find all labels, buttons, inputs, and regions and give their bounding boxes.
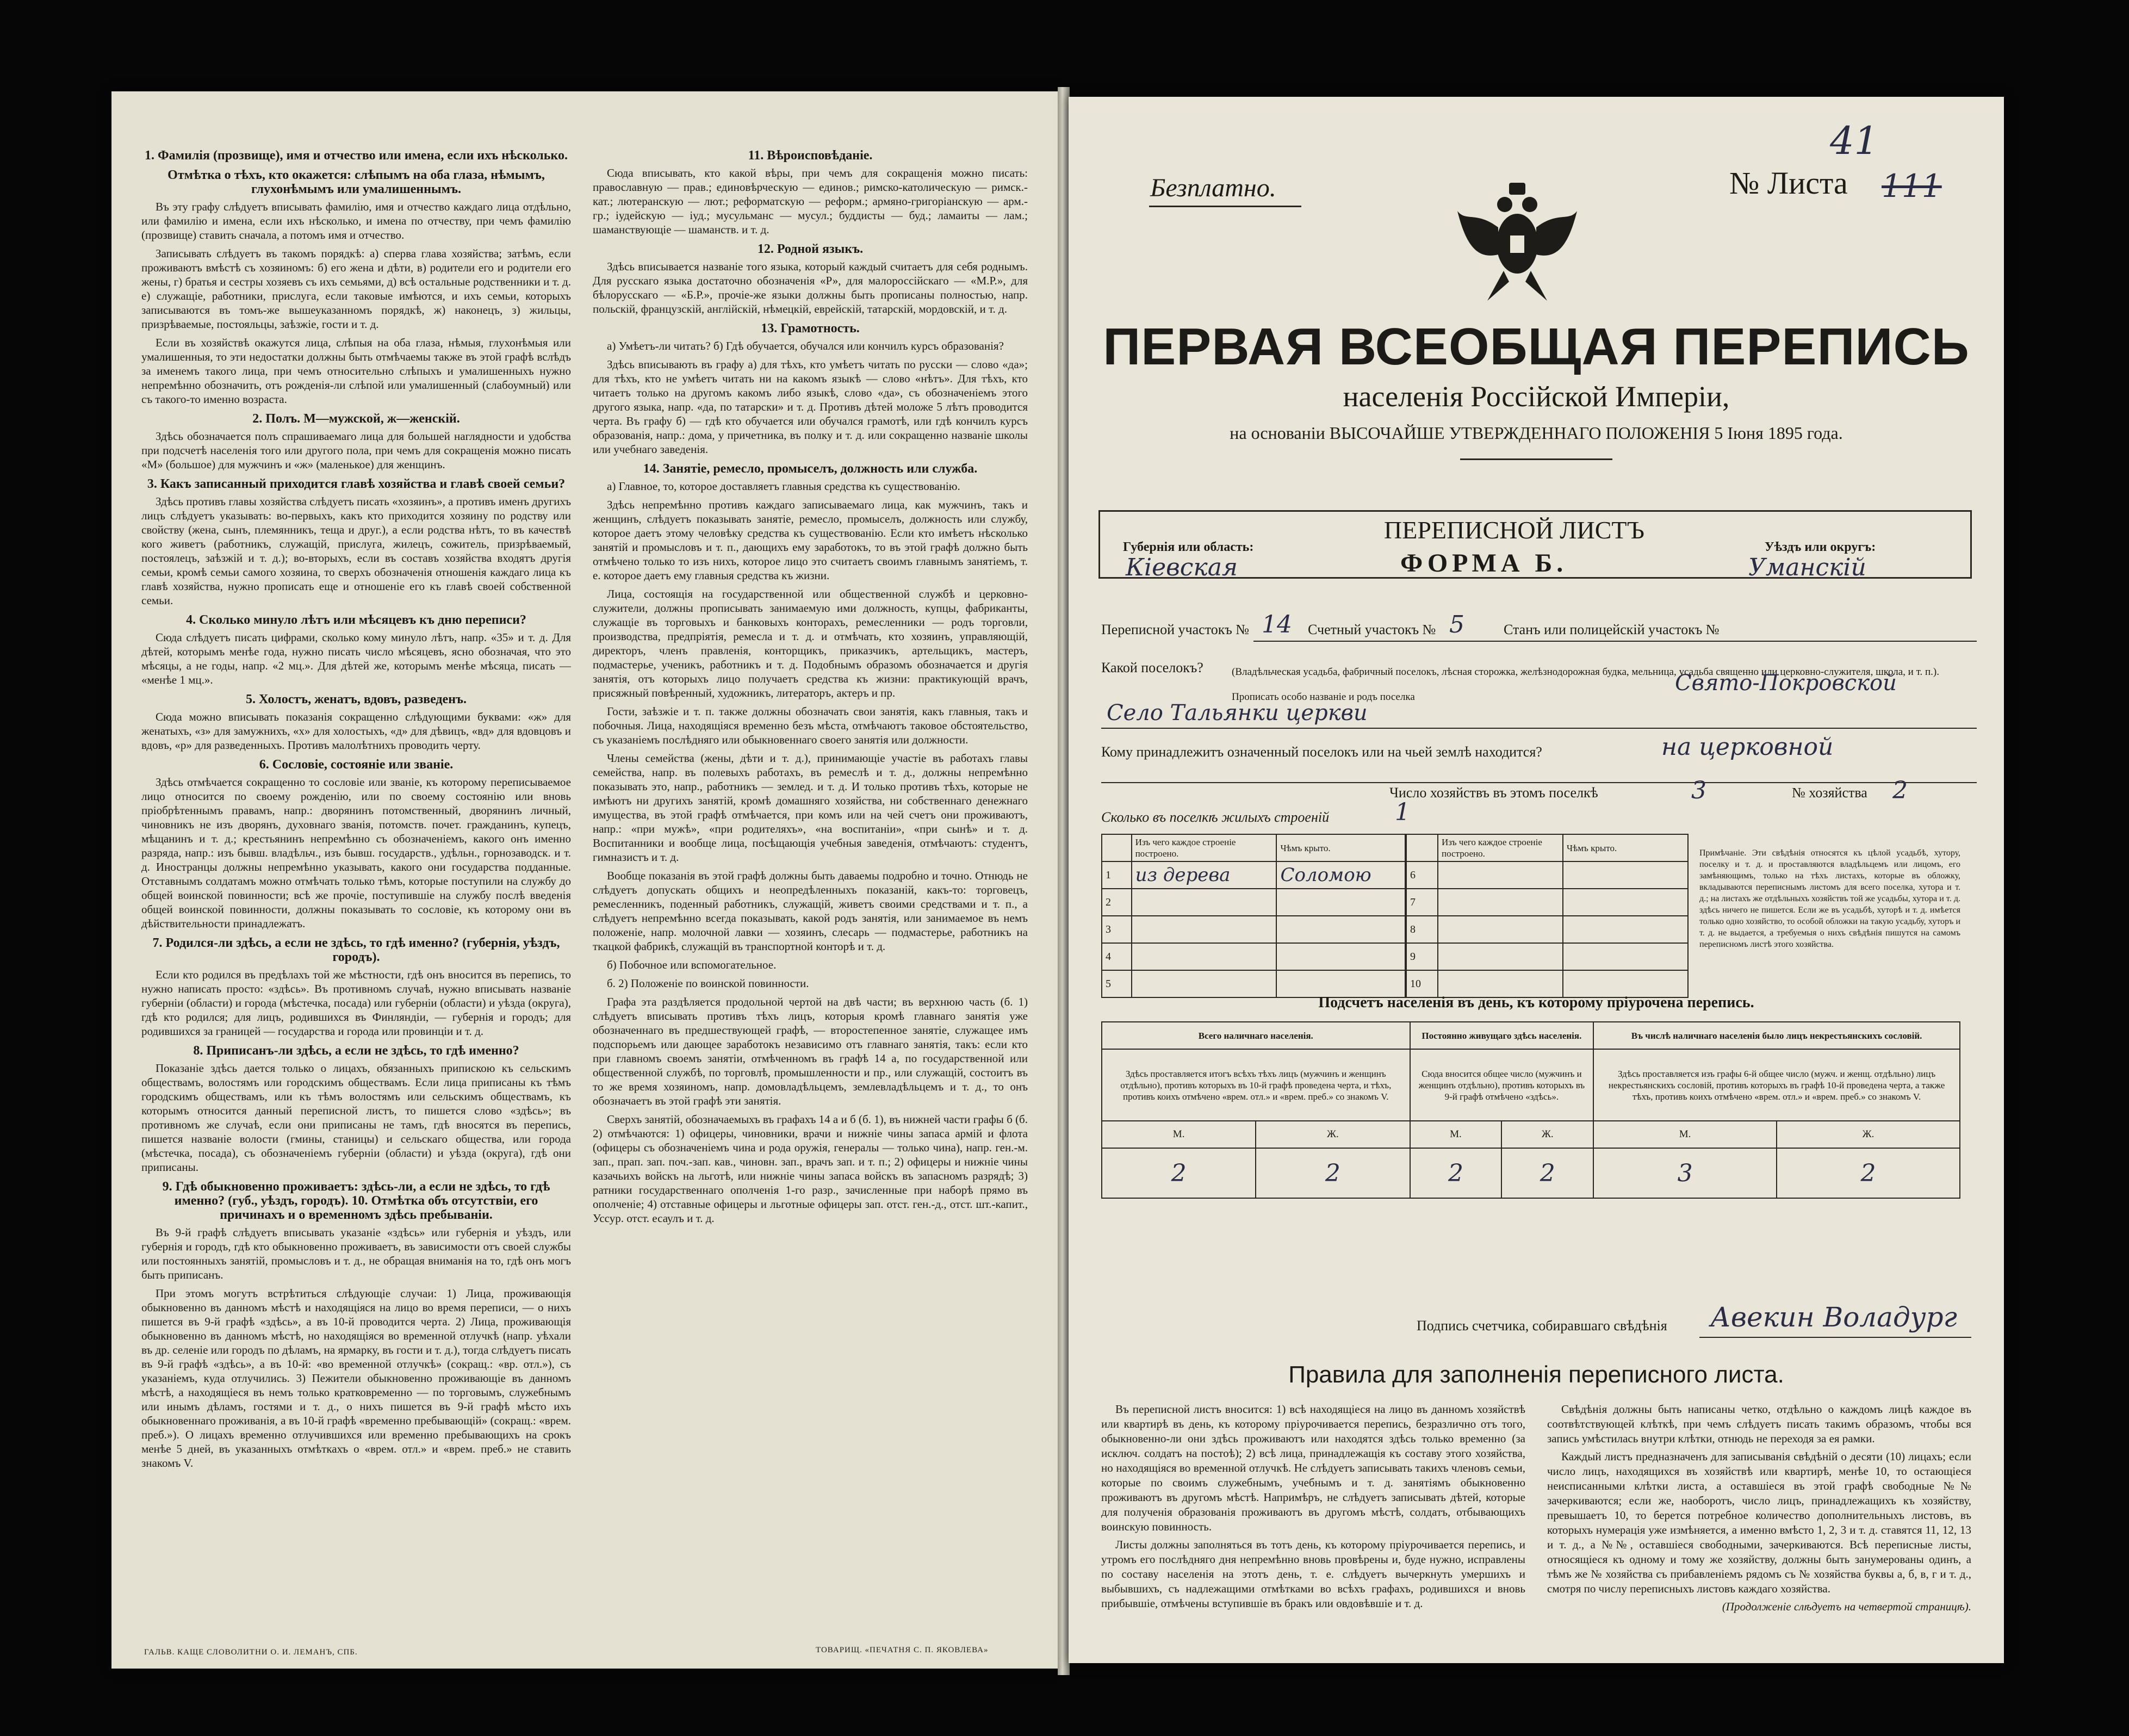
building-number: 4 (1102, 943, 1132, 970)
right-page (1069, 97, 2004, 1663)
double-eagle-emblem (1455, 178, 1580, 309)
form-title: ПЕРЕПИСНОЙ ЛИСТЪ (1384, 516, 1644, 544)
population-col-header: Всего наличнаго населенія. (1102, 1022, 1410, 1049)
page-fold (1058, 87, 1070, 1675)
settlement-underline (1101, 728, 1977, 729)
district-underline (1253, 641, 1977, 642)
building-material (1132, 916, 1277, 943)
signature-label: Подпись счетчика, собиравшаго свѣдѣнія (1417, 1318, 1667, 1334)
instruction-paragraph: Сюда вписывать, кто какой вѣры, при чемъ для сокращенія можно писать: православную — прав.; единовѣрческую — единов.; римско-католическую — римск.-кат.; лютеранскую — лют.; реформатскую — реформ.; армяно-григоріанскую — арм.-гр.; іудейскую — іуд.; мусульманс — мусул.; буддисты — буд.; ламаиты — лам.; шаманствующіе — шаманств. и т. д. (593, 166, 1028, 236)
title-divider (1460, 458, 1612, 460)
instruction-paragraph: Здѣсь непремѣнно противъ каждаго записываемаго лица, как мужчинъ, такъ и женщинъ, слѣдуетъ показывать занятіе, ремесло, промыселъ, должность или службу, которое даетъ этому человѣку средства къ существованію. Если кто имѣетъ нѣсколько занятій и промысловъ и т. п., дающихъ ему заработокъ, то въ этой графѣ должно быть отмѣчено только то изъ нихъ, которое лицо это считаетъ своимъ главнымъ занятіемъ, т. е. которое даетъ ему главныя средства къ жизни. (593, 498, 1028, 582)
male-label: М. (1102, 1121, 1256, 1148)
building-roof: Соломою (1276, 861, 1405, 889)
instruction-heading: 7. Родился-ли здѣсь, а если не здѣсь, то гдѣ именно? (губернія, уѣздъ, городъ). (152, 936, 560, 964)
owner-value: на церковной (1661, 733, 1834, 761)
buildings-label: Сколько въ поселкѣ жилыхъ строеній (1101, 809, 1330, 825)
building-number: 1 (1102, 861, 1132, 889)
buildings-header-cell: Чѣмъ крыто. (1276, 834, 1405, 861)
instructions-column-2 (593, 143, 1028, 1611)
building-roof (1276, 916, 1405, 943)
settlement-note: (Владѣльческая усадьба, фабричный поселокъ, лѣсная сторожка, желѣзнодорожная будка, мельница, усадьба священно или церковно-служителя, школа, и т. п.). Прописать особо названіе и родъ поселка (1232, 666, 1939, 703)
instruction-paragraph: Сюда слѣдуетъ писать цифрами, сколько кому минуло лѣтъ, напр. «35» и т. д. Для дѣтей, которымъ менѣе года, нужно писать число мѣсяцевъ, ясно обозначая, что это мѣсяцы, а не годы, напр. «2 мц.». Для дѣтей же, которымъ менѣе мѣсяца, писать — «менѣе 1 мц.». (141, 631, 571, 686)
owner-label: Кому принадлежитъ означенный поселокъ или на чьей землѣ находится? (1101, 744, 1542, 760)
households-value: 3 (1691, 777, 1706, 804)
rules-paragraph: Листы должны заполняться въ тотъ день, къ которому пріурочивается перепись, и утромъ его послѣдняго дня непремѣнно вновь провѣрены и, буде нужно, исправлены по составу населенія на этотъ день, т. е. слѣдуетъ вычеркнуть умершихъ и выбывшихъ, съ надлежащими отмѣтками во всѣхъ графахъ, родившихся и вновь прибывшіе, отмѣчены вступившіе въ бракъ или овдовѣвшіе и т. д. (1101, 1538, 1525, 1610)
instruction-paragraph: Если кто родился въ предѣлахъ той же мѣстности, гдѣ онъ вносится въ перепись, то нужно написать просто: «здѣсь». Въ противномъ случаѣ, нужно вписывать названіе губерніи (области) и города (мѣстечка, посада) или губерніи (области) и уѣзда (округа), гдѣ кто родился; для лицъ, родившихся въ Финляндіи, — губернія и городъ; для родившихся за границей — государства и города или провинціи и т. д. (141, 968, 571, 1038)
signature-value: Авекин Воладург (1710, 1301, 1957, 1333)
households-label: Число хозяйствъ въ этомъ поселкѣ (1389, 785, 1598, 801)
building-number: 2 (1102, 889, 1132, 916)
population-col-description: Здѣсь проставляется изъ графы 6-й общее число (мужч. и женщ. отдѣльно) лицъ некрестьянскихъ сословій, противъ которыхъ въ графѣ 10-й проведена черта, а также тѣхъ, противъ коихъ отмѣчено «врем. отл.» и «врем. преб.» со знакомъ V. (1593, 1049, 1960, 1121)
instruction-heading: 2. Полъ. М—мужской, ж—женскій. (252, 412, 460, 426)
instruction-paragraph: При этомъ могутъ встрѣтиться слѣдующіе случаи: 1) Лица, проживающія обыкновенно въ данномъ мѣстѣ и находящіяся на лицо во время переписи, — о нихъ пишется въ 9-й графѣ «здѣсь», а въ 10-й проводится черта. 2) Лица, проживающія обыкновенно въ данномъ мѣстѣ, но находящіяся во временной отлучкѣ (напр. уѣхали въ др. селеніе или городъ по дѣламъ, на ярмарку, въ гости и т. д.), тогда слѣдуетъ писать въ 9-й графѣ «здѣсь», а въ 10-й: «во временной отлучкѣ» (сокращ.: «вр. отл.»), съ указаніемъ, куда отлучились. 3) Пежители обыкновенно проживающіе въ данномъ мѣстѣ, а находящіеся въ немъ только кратковременно — по торговымъ, служебнымъ или инымъ дѣламъ, гостями и т. д., о нихъ пишется въ 9-й графѣ мѣсто ихъ обыкновеннаго проживанія, а въ 10-й графѣ «временно пребывающій» (сокращ.: «врем. преб.»). О лицахъ временно отлучившихся или временно пребывающихъ на срокъ менѣе 5 дней, въ указанныхъ отмѣткахъ о «врем. отл.» и «врем. преб.» не ставить знакомъ V. (141, 1287, 571, 1470)
buildings-header-cell (1102, 834, 1132, 861)
population-col-description: Здѣсь проставляется итогъ всѣхъ тѣхъ лицъ (мужчинъ и женщинъ отдѣльно), противъ которыхъ въ 10-й графѣ проведена черта, и тѣхъ, противъ коихъ отмѣчено «врем. отл.» и «врем. преб.» со знакомъ V. (1102, 1049, 1410, 1121)
instructions-column-1 (141, 143, 571, 1611)
building-cell (1438, 889, 1563, 916)
instruction-paragraph: Лица, состоящія на государственной или общественной службѣ и церковно-служители, должны прописывать занимаемую ими должность, купцы, фабриканты, служащіе въ торговыхъ и банковыхъ конторахъ, ремесленники — родъ торговли, производства, предпріятія, ремесла и т. д. и отмѣчать, кто хозяинъ, управляющій, директоръ, членъ правленія, конторщикъ, приказчикъ, артельщикъ, мастеръ, подмастерье, ученикъ, работникъ и т. д. Подобнымъ образомъ обозначается и другія занятія, отъ которыхъ лицо получаетъ средства къ жизни: практикующій врачъ, присяжный повѣренный, художникъ, литераторъ, актеръ и пр. (593, 587, 1028, 699)
building-cell (1438, 861, 1563, 889)
instruction-heading: 12. Родной языкъ. (757, 242, 864, 256)
building-cell (1438, 916, 1563, 943)
instruction-paragraph: Члены семейства (жены, дѣти и т. д.), принимающіе участіе въ работахъ главы семейства, напр. въ полевыхъ работахъ, въ ремеслѣ и т. д., должны непремѣнно показывать это, напр., работникъ — землед. и т. д. И только противъ тѣхъ, которые не имѣютъ ни другихъ занятій, кромѣ домашняго хозяйства, ни собственнаго денежнаго имущества, въ этой графѣ отмѣчается, при комъ или на чей счетъ они проживаютъ, напр.: «при мужѣ», «при родителяхъ», «на воспитаніи», «при сынѣ» и т. д. Воспитанники и вообще лица, посѣщающія учебныя заведенія, отмѣчаютъ: студентъ, гимназистъ и т. д. (593, 752, 1028, 864)
building-roof (1276, 889, 1405, 916)
building-number: 10 (1406, 970, 1438, 997)
uezd-label: Уѣздъ или округъ: (1765, 540, 1876, 554)
form-subtitle: ФОРМА Б. (1400, 549, 1568, 578)
population-col-description: Сюда вносится общее число (мужчинъ и женщинъ отдѣльно), противъ которыхъ въ 9-й графѣ отмѣчено «здѣсь». (1410, 1049, 1594, 1121)
building-roof (1276, 943, 1405, 970)
instruction-paragraph: Въ 9-й графѣ слѣдуетъ вписывать указаніе «здѣсь» или губернія и уѣздъ, или губернія и городъ, гдѣ кто обыкновенно проживаетъ, въ зависимости отъ своей службы или постоянныхъ занятій, промысловъ и т. д., не обращая вниманія на то, гдѣ онъ могъ быть приписанъ. (141, 1226, 571, 1281)
instruction-heading: 3. Какъ записанный приходится главѣ хозяйства и главѣ своей семьи? (147, 477, 566, 491)
instruction-paragraph: б) Побочное или вспомогательное. (607, 958, 777, 971)
household-no-value: 2 (1892, 777, 1908, 804)
male-label: М. (1410, 1121, 1502, 1148)
sheet-number-value: 111 (1882, 168, 1942, 204)
instruction-paragraph: Здѣсь вписывають въ графу а) для тѣхъ, кто умѣетъ читать по русски — слово «да»; для тѣхъ, кто не умѣетъ читать ни на какомъ языкѣ — слово «нѣтъ». Для тѣхъ, кто читаетъ только на другомъ какомъ либо языкѣ, слово «да», съ обозначеніемъ этого другого языка, напр. «да, по татарски» и т. д. Противъ дѣтей моложе 5 лѣтъ проводится черта. Въ графу б) — гдѣ кто обучается или обучался грамотѣ, или гдѣ кончилъ курсъ образованія, напр.: дома, у причетника, въ полку и т. д. или сокращенно названіе школы или учебнаго заведенія. (593, 358, 1028, 456)
instruction-paragraph: Графа эта раздѣляется продольной чертой на двѣ части; въ верхнюю часть (б. 1) слѣдуетъ вписывать противъ тѣхъ лицъ, которыя кромѣ главнаго занятія уже обозначеннаго въ предшествующей графѣ, — второстепенное занятіе, служащее имъ подспорьемъ или дающее заработокъ независимо отъ главнаго занятія, такъ: если кто при главномъ своемъ занятіи, отмѣченномъ въ графѣ 14 а, по государственной или общественной службѣ, по торговлѣ, промышленности и пр., или служащій, состоитъ въ то же время хозяиномъ, напр. домовладѣльцемъ, землевладѣльцемъ и т. д., то онъ обозначаетъ въ этой графѣ эти занятія. (593, 995, 1028, 1107)
instruction-heading: Отмѣтка о тѣхъ, кто окажется: слѣпымъ на оба глаза, нѣмымъ, глухонѣмымъ или умалишеннымъ. (167, 168, 545, 196)
male-count: 2 (1102, 1148, 1256, 1198)
buildings-header-cell: Чѣмъ крыто. (1563, 834, 1688, 861)
building-number: 8 (1406, 916, 1438, 943)
building-number: 9 (1406, 943, 1438, 970)
instruction-heading: 11. Вѣроисповѣданіе. (748, 148, 873, 163)
left-page (111, 91, 1058, 1669)
building-cell (1438, 943, 1563, 970)
free-label: Безплатно. (1150, 173, 1276, 202)
building-cell (1438, 970, 1563, 997)
rules-paragraph: Въ переписной листъ вносится: 1) всѣ находящіеся на лицо въ данномъ хозяйствѣ или квартирѣ въ день, къ которому пріурочивается перепись, безразлично отъ того, обыкновенно-ли они здѣсь проживаютъ или находятся здѣсь только временно (за исключ. солдатъ на постоѣ); 2) всѣ лица, принадлежащія къ составу этого хозяйства, но находящіяся во временной отлучкѣ. Не слѣдуетъ записывать такихъ членовъ семьи, которые по своимъ служебнымъ, учебнымъ и т. д. занятіямъ обыкновенно проживаютъ въ другомъ мѣстѣ. Напримѣръ, не слѣдуетъ записывать дѣтей, которые для полученія образованія проживаютъ въ другомъ мѣстѣ, солдатъ, отбывающихъ воинскую повинность. (1101, 1403, 1525, 1533)
female-count: 2 (1501, 1148, 1593, 1198)
buildings-value: 1 (1395, 798, 1410, 826)
counting-district-label: Счетный участокъ № (1308, 622, 1436, 637)
building-number: 7 (1406, 889, 1438, 916)
census-title: ПЕРВАЯ ВСЕОБЩАЯ ПЕРЕПИСЬ (1103, 318, 1970, 376)
building-material (1132, 943, 1277, 970)
instruction-paragraph: Здѣсь обозначается полъ спрашиваемаго лица для большей наглядности и удобства при подсчетѣ населенія того или другого пола, при чемъ для сокращенія можно писать «М» (большое) для мужчинъ и «ж» (маленькое) для женщинъ. (141, 430, 571, 471)
instruction-heading: 1. Фамилія (прозвище), имя и отчество или имена, если ихъ нѣсколько. (145, 148, 568, 163)
buildings-header-cell (1406, 834, 1438, 861)
settlement-value-2: Село Тальянки церкви (1107, 700, 1368, 726)
male-count: 2 (1410, 1148, 1502, 1198)
instruction-heading: 6. Сословіе, состояніе или званіе. (259, 758, 454, 772)
stamp-number: 41 (1830, 119, 1879, 163)
census-subtitle: населенія Россійской Имперіи, (1343, 380, 1730, 413)
instruction-heading: 4. Сколько минуло лѣтъ или мѣсяцевъ къ дню переписи? (186, 613, 526, 627)
building-cell (1563, 889, 1688, 916)
instruction-paragraph: Здѣсь противъ главы хозяйства слѣдуетъ писать «хозяинъ», а противъ именъ другихъ лицъ слѣдуетъ указывать: во-первыхъ, какъ кто приходится хозяину по родству или свойству (жена, сынъ, племянникъ, теща и друг.), а если родства нѣтъ, то въ качествѣ кого живетъ (работникъ, служащій, прислуга, жилецъ, сожитель, призрѣваемый, постоялецъ, заѣзжій и т. д.); во-вторыхъ, если въ составъ хозяйства входятъ другія семьи, кромѣ семьи самого хозяина, то сверхъ обозначенія отношенія каждаго лица къ главѣ хозяйства, нужно прописать еще и отношеніе его къ главѣ своей собственной семьи. (141, 495, 571, 607)
census-district-label: Переписной участокъ № (1101, 622, 1250, 637)
building-material (1132, 970, 1277, 997)
instruction-paragraph: а) Главное, то, которое доставляетъ главныя средства къ существованію. (607, 480, 960, 493)
building-material: из дерева (1132, 861, 1277, 889)
rules-paragraph: Свѣдѣнія должны быть написаны четко, отдѣльно о каждомъ лицѣ каждое въ соотвѣтствующей клѣткѣ, при чемъ слѣдуетъ писать такимъ образомъ, чтобы вся запись умѣстилась внутри клѣтки, отнюдь не переходя за ея рамки. (1547, 1403, 1971, 1445)
gubernia-label: Губернія или область: (1123, 540, 1254, 554)
instruction-heading: 5. Холостъ, женатъ, вдовъ, разведенъ. (245, 692, 467, 706)
instruction-paragraph: б. 2) Положеніе по воинской повинности. (607, 977, 809, 990)
buildings-header-cell: Изъ чего каждое строеніе построено. (1132, 834, 1277, 861)
population-col-header: Постоянно живущаго здѣсь населенія. (1410, 1022, 1594, 1049)
rules-paragraph: Каждый листъ предназначенъ для записыванія свѣдѣній о десяти (10) лицахъ; если число лицъ, находящихся въ хозяйствѣ или квартирѣ, менѣе 10, то остающіеся неисписанными клѣтки листа, а оставшіеся въ этой графѣ свободные №№ зачеркиваются; если же, наоборотъ, число лицъ, принадлежащихъ къ хозяйству, превышаетъ 10, то берется потребное количество дополнительныхъ листовъ, въ которыхъ нумерація уже измѣняется, а именно вмѣсто 1, 2, 3 и т. д. ставятся 11, 12, 13 и т. д., а №№, оставшіеся свободными, зачеркиваются. Всѣ переписные листы, относящіеся къ одному и тому же хозяйству, должны быть занумерованы одинъ, а тѣмъ же № хозяйства съ прибавленіемъ рядомъ съ № хозяйства буквы а, б, в, г и т. д., смотря по числу переписныхъ листовъ каждаго хозяйства. (1547, 1450, 1971, 1595)
building-roof (1276, 970, 1405, 997)
buildings-table-right (1406, 834, 1689, 998)
instruction-paragraph: Въ эту графу слѣдуетъ вписывать фамилію, имя и отчество каждаго лица отдѣльно, или фамилію и имена, если ихъ нѣсколько, и имена по отчеству, при чемъ фамилію (прозвище) ставить сначала, а потомъ имя и отчество. (141, 200, 571, 241)
instruction-heading: 14. Занятіе, ремесло, промыселъ, должность или служба. (643, 462, 978, 476)
uezd-value: Уманскій (1748, 554, 1866, 581)
instruction-heading: 8. Приписанъ-ли здѣсь, а если не здѣсь, то гдѣ именно? (193, 1044, 519, 1058)
printer-imprint-right: ТОВАРИЩ. «ПЕЧАТНЯ С. П. ЯКОВЛЕВА» (816, 1646, 989, 1654)
male-count: 3 (1593, 1148, 1777, 1198)
building-number: 6 (1406, 861, 1438, 889)
female-label: Ж. (1777, 1121, 1960, 1148)
building-number: 5 (1102, 970, 1132, 997)
rules-column-left (1101, 1402, 1525, 1614)
instruction-paragraph: Здѣсь вписывается названіе того языка, который каждый считаетъ для себя роднымъ. Для русскаго языка достаточно обозначенія «Р», для малороссійскаго — «М.Р.», для бѣлорусскаго — «Б.Р.», прочіе-же языки должны быть прописаны полностью, напр. польскій, французскій, англійскій, нѣмецкій, еврейскій, татарскій, мордовскій, и т. д. (593, 260, 1028, 315)
stan-label: Станъ или полицейскій участокъ № (1504, 622, 1720, 637)
building-cell (1563, 943, 1688, 970)
instruction-paragraph: а) Умѣетъ-ли читать? б) Гдѣ обучается, обучался или кончилъ курсъ образованія? (607, 339, 1004, 352)
continued-note: (Продолженіе слѣдуетъ на четвертой страницѣ). (1722, 1600, 1971, 1613)
instruction-paragraph: Сверхъ занятій, обозначаемыхъ въ графахъ 14 а и б (б. 1), въ нижней части графы б (б. 2) отмѣчаются: 1) офицеры, чиновники, врачи и нижніе чины запаса армій и флота (офицеры съ обозначеніемъ чина и рода оружія, генералы — только чина), напр. ген.-м. зап., прап. зап. поч.-зап. кав., чиновн. зап., врачъ зап. и т. п.; 2) офицеры и нижніе чины казачьихъ войскъ на льготѣ, или нижніе чины запаса войскъ въ запасномъ разрядѣ; 3) ратники государственнаго ополченія 1-го разр., зачисленные при наборѣ прямо въ ополченіе; 4) отставные офицеры и льготные офицеры зап. отст. ген.-д., отст. шт.-капит., Уссур. отст. есаулъ и т. д. (593, 1113, 1028, 1225)
female-count: 2 (1777, 1148, 1960, 1198)
female-count: 2 (1256, 1148, 1410, 1198)
instruction-paragraph: Записывать слѣдуетъ въ такомъ порядкѣ: а) сперва глава хозяйства; затѣмъ, если проживаютъ вмѣстѣ съ хозяиномъ: б) его жена и дѣти, в) родители его и родители его жены, г) братья и сестры хозяевъ съ ихъ семьями, д) всѣ остальные родственники и т. д. е) служащіе, работники, прислуга, если таковые имѣются, и ихъ семьи, которыхъ записываются въ томъ-же вышеуказанномъ порядкѣ, ж) наконецъ, з) жильцы, призрѣваемые, постояльцы, заѣзжіе, гости и т. д. (141, 247, 571, 331)
male-label: М. (1593, 1121, 1777, 1148)
population-title: Подсчетъ населенія въ день, къ которому пріурочена перепись. (1318, 994, 1754, 1011)
building-material (1132, 889, 1277, 916)
buildings-header-cell: Изъ чего каждое строеніе построено. (1438, 834, 1563, 861)
building-number: 3 (1102, 916, 1132, 943)
population-table (1101, 1021, 1960, 1199)
buildings-note: Примѣчаніе. Эти свѣдѣнія относятся къ цѣлой усадьбѣ, хутору, поселку и т. д. и проставляются владѣльцемъ или лицомъ, его замѣняющимъ, только на тѣхъ листахъ, которые въ обложку, вкладываются переписнымъ листомъ для всего поселка, хутора и т. д.; на листахъ же отдѣльныхъ хозяйствъ той же усадьбы, хутора и т. д. здѣсь ничего не пишется. Если же въ усадьбѣ, хуторѣ и т. д. имѣется только одно хозяйство, то особой обложки на такую усадьбу, хуторъ и т. д. не выдается, а требуемыя о нихъ свѣдѣнія пишутся на самомъ переписномъ листѣ этого хозяйства. (1699, 848, 1960, 949)
instruction-paragraph: Сюда можно вписывать показанія сокращенно слѣдующими буквами: «ж» для женатыхъ, «з» для замужнихъ, «х» для холостыхъ, «д» для дѣвицъ, «вд» для вдовцовъ и вдовъ, «р» для разведенныхъ. Противъ малолѣтнихъ проводить черту. (141, 710, 571, 752)
printer-imprint-left: ГАЛЬВ. КАЩЕ СЛОВОЛИТНИ О. И. ЛЕМАНЪ, СПБ. (144, 1648, 358, 1657)
free-underline (1149, 206, 1301, 207)
census-basis: на основаніи ВЫСОЧАЙШЕ УТВЕРЖДЕННАГО ПОЛОЖЕНІЯ 5 Іюня 1895 года. (1230, 423, 1843, 443)
owner-underline (1101, 782, 1977, 783)
settlement-label: Какой поселокъ? (1101, 660, 1203, 675)
instruction-paragraph: Гости, заѣзжіе и т. п. также должны обозначать свои занятія, какъ главныя, такъ и побочныя. Лица, находящіяся временно безъ мѣста, отмѣчаютъ таковое обстоятельство, съ указаніемъ послѣдняго или обыкновеннаго своего занятія или должности. (593, 705, 1028, 746)
sheet-number-label: № Листа (1729, 165, 1848, 201)
settlement-value: Свято-Покровской (1675, 671, 1897, 696)
instruction-heading: 13. Грамотность. (761, 321, 860, 336)
instruction-paragraph: Здѣсь отмѣчается сокращенно то сословіе или званіе, къ которому переписываемое лицо относится по своему рожденію, или по своему состоянію или вновь пріобрѣтеннымъ правамъ, напр.: дворянинъ потомственный, дворянинъ личный, чиновникъ не изъ дворянъ, духовнаго званія, потомств. почет. гражданинъ, купецъ, мѣщанинъ и т. д.; крестьянинъ непремѣнно съ обозначеніемъ, какого онъ именно разряда, напр.: изъ бывш. владѣльч., изъ бывш. государств., удѣльн., горнозаводск. и т. д. Иностранцы должны непремѣнно указывать, какого они государства подданные. Отставнымъ солдатамъ можно отмѣчать только тѣмъ, которые поступили на службу до общей воинской повинности; всѣ же прочіе, поступившіе на службу послѣ введенія общей воинской повинности, должны показывать то сословіе, къ которому они въ дѣйствительности принадлежатъ. (141, 776, 571, 930)
counting-district-value: 5 (1449, 611, 1464, 638)
population-col-header: Въ числѣ наличнаго населенія было лицъ некрестьянскихъ сословій. (1593, 1022, 1960, 1049)
building-cell (1563, 916, 1688, 943)
building-cell (1563, 970, 1688, 997)
instruction-paragraph: Показаніе здѣсь дается только о лицахъ, обязанныхъ припискою къ сельскимъ обществамъ, волостямъ или городскимъ обществамъ. Если лица приписаны къ тѣмъ городскимъ обществамъ, или къ тѣмъ волостямъ или сельскимъ обществамъ, къ которымъ относится данный переписной листъ, то пишется слово «здѣсь»; въ противномъ же случаѣ, если они приписаны не тамъ, гдѣ вносятся въ перепись, пишется названіе волости (гмины, станицы) и сельскаго общества, или города (мѣстечка, посада), съ обозначеніемъ губерніи (области) и уѣзда (округа), гдѣ они приписаны. (141, 1062, 571, 1174)
female-label: Ж. (1501, 1121, 1593, 1148)
household-no-label: № хозяйства (1792, 785, 1867, 801)
signature-underline (1699, 1337, 1971, 1338)
rules-column-right (1547, 1402, 1971, 1617)
building-cell (1563, 861, 1688, 889)
female-label: Ж. (1256, 1121, 1410, 1148)
census-district-value: 14 (1262, 611, 1292, 638)
rules-title: Правила для заполненія переписного листа. (1288, 1361, 1784, 1388)
buildings-table-left (1101, 834, 1406, 998)
instruction-heading: 9. Гдѣ обыкновенно проживаетъ: здѣсь-ли, а если не здѣсь, то гдѣ именно? (губ., уѣздъ, городъ). 10. Отмѣтка объ отсутствіи, его причинахъ и о временномъ здѣсь пребываніи. (162, 1180, 550, 1222)
instruction-paragraph: Если въ хозяйствѣ окажутся лица, слѣпыя на оба глаза, нѣмыя, глухонѣмыя или умалишенныя, то эти недостатки должны быть отмѣчаемы также въ этой графѣ вслѣдъ за именемъ такого лица, при чемъ относительно слѣпыхъ и умалишенныхъ нужно непремѣнно обозначить, отъ рожденія-ли слѣпой или умалишенный (слабоумный) или съ такого-то именно возраста. (141, 336, 571, 406)
gubernia-value: Кіевская (1126, 554, 1238, 581)
instruction-paragraph: Вообще показанія въ этой графѣ должны быть даваемы подробно и точно. Отнюдь не слѣдуетъ допускать общихъ и неопредѣленныхъ показаній, какъ-то: торговецъ, ремесленникъ, поденный работникъ, служащій, живетъ своими средствами и т. п., а слѣдуетъ непремѣнно всегда показывать, какой родъ занятія, или занимаемое въ немъ положеніе, напр. молочной лавки — хозяинъ, слесарь — подмастерье, работникъ на ткацкой фабрикѣ, служащій въ транспортной конторѣ и т. д. (593, 869, 1028, 953)
